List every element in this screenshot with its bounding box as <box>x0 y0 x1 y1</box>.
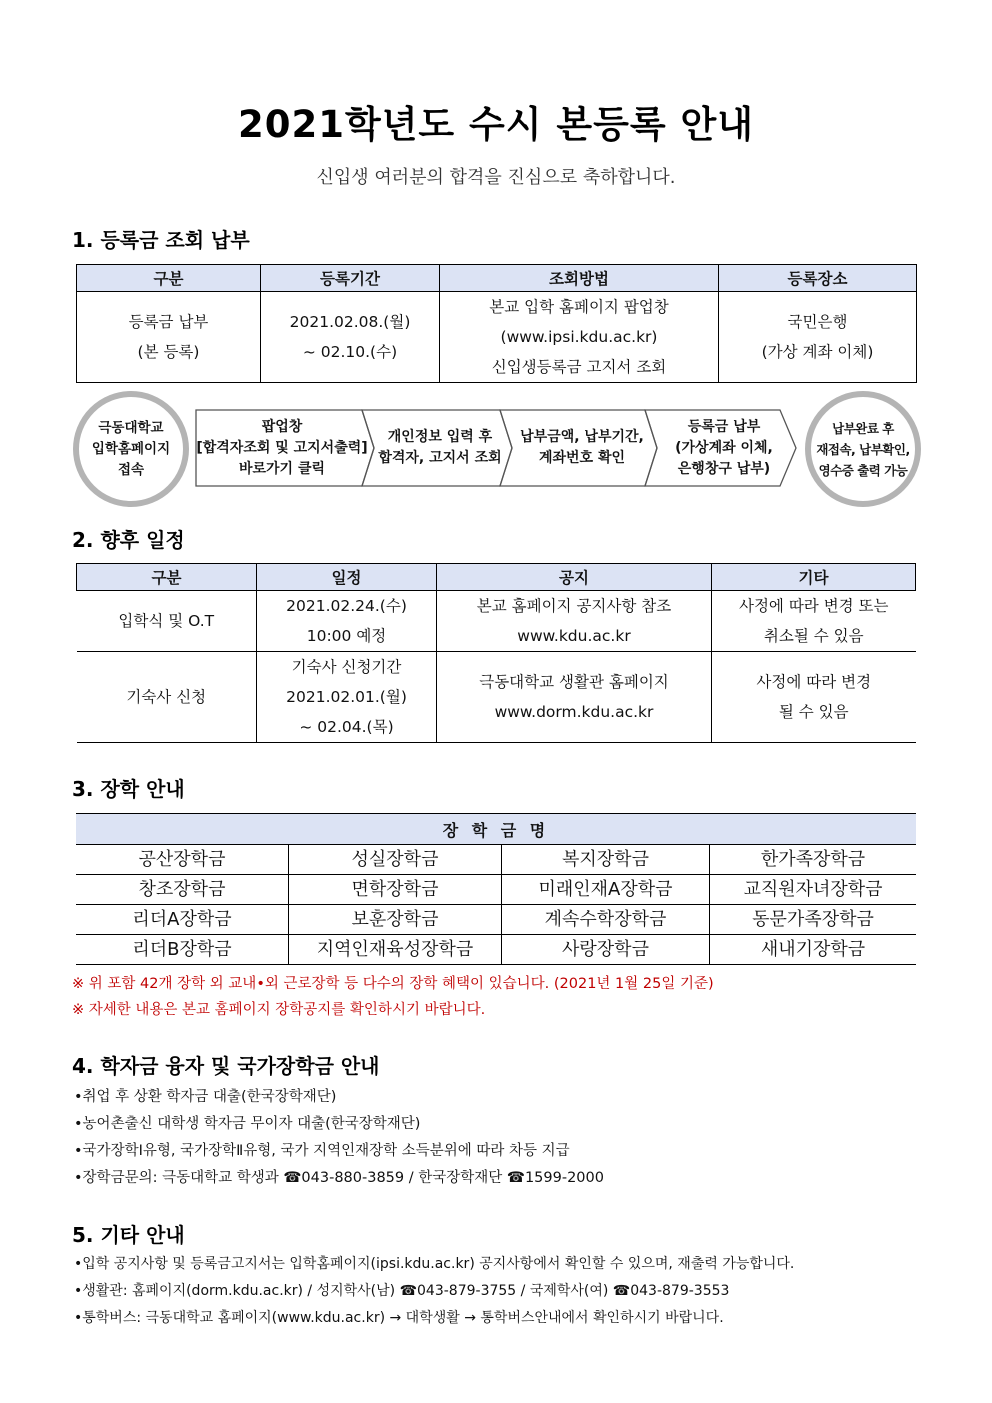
flow-text: 바로가기 클릭 <box>238 460 326 477</box>
flow-text: 납부금액, 납부기간, <box>520 429 644 445</box>
flow-step-1 <box>196 410 368 486</box>
cell-line: 될 수 있음 <box>778 703 849 721</box>
table-cell: 보훈장학금 <box>289 905 502 935</box>
table-row <box>76 875 916 905</box>
scholarship-table <box>76 813 916 965</box>
table-cell <box>257 652 437 743</box>
scholarship-note: ※ 위 포함 42개 장학 외 교내•외 근로장학 등 다수의 장학 혜택이 있습니다. (2021년 1월 25일 기준) <box>72 976 714 992</box>
table-cell: 한가족장학금 <box>710 845 917 875</box>
cell-line: 신입생등록금 고지서 조회 <box>491 358 667 376</box>
flow-text: 합격자, 고지서 조회 <box>378 450 502 466</box>
flow-end-circle <box>805 391 921 507</box>
cell-line: 사정에 따라 변경 또는 <box>738 597 889 615</box>
table-cell: 지역인재육성장학금 <box>289 935 502 965</box>
list-item: •생활관: 홈페이지(dorm.kdu.ac.kr) / 성지학사(남) ☎043-879-3755 / 국제학사(여) ☎043-879-3553 <box>74 1283 730 1299</box>
table-cell <box>719 292 917 383</box>
cell-line: 취소될 수 있음 <box>763 627 864 645</box>
list-item: •농어촌출신 대학생 학자금 무이자 대출(한국장학재단) <box>74 1116 421 1132</box>
flow-text: 극동대학교 <box>98 419 164 436</box>
table-cell <box>712 652 916 743</box>
table-cell <box>77 652 257 743</box>
flow-text: 영수증 출력 가능 <box>818 462 908 478</box>
flow-text: 접속 <box>117 461 145 478</box>
table-cell: 리더A장학금 <box>76 905 289 935</box>
section4-heading: 4. 학자금 융자 및 국가장학금 안내 <box>72 1054 380 1078</box>
table-cell <box>437 591 712 652</box>
cell-line: (가상 계좌 이체) <box>761 343 874 361</box>
table-header: 등록기간 <box>261 265 440 292</box>
table-row <box>76 845 916 875</box>
schedule-table <box>76 563 916 743</box>
cell-line: 입학식 및 O.T <box>118 612 215 630</box>
section1-heading: 1. 등록금 조회 납부 <box>72 228 250 252</box>
cell-line: 사정에 따라 변경 <box>756 673 872 691</box>
table-cell <box>440 292 719 383</box>
list-item: •통학버스: 극동대학교 홈페이지(www.kdu.ac.kr) → 대학생활 → 통학버스안내에서 확인하시기 바랍니다. <box>74 1310 724 1326</box>
cell-line: www.kdu.ac.kr <box>517 627 631 645</box>
table-cell <box>437 652 712 743</box>
table-row <box>76 935 916 965</box>
table-row <box>77 292 917 383</box>
flow-text: 은행창구 납부) <box>677 460 771 477</box>
table-row <box>77 591 916 652</box>
flow-text: 등록금 납부 <box>687 418 761 435</box>
cell-line: 극동대학교 생활관 홈페이지 <box>479 673 669 691</box>
flow-text: 계좌번호 확인 <box>538 450 625 466</box>
section5-heading: 5. 기타 안내 <box>72 1223 185 1247</box>
flow-text: 납부완료 후 <box>832 420 894 436</box>
registration-table <box>76 264 917 383</box>
cell-line: 기숙사 신청기간 <box>291 658 402 676</box>
cell-line: ~ 02.10.(수) <box>302 343 398 361</box>
table-cell: 계속수학장학금 <box>502 905 710 935</box>
flow-text: [합격자조회 및 고지서출력] <box>196 439 368 456</box>
table-cell <box>712 591 916 652</box>
table-cell <box>77 591 257 652</box>
section3-heading: 3. 장학 안내 <box>72 777 185 801</box>
table-cell: 사랑장학금 <box>502 935 710 965</box>
list-item: •취업 후 상환 학자금 대출(한국장학재단) <box>74 1089 337 1105</box>
table-cell: 리더B장학금 <box>76 935 289 965</box>
flow-step-3 <box>512 410 652 486</box>
table-cell: 창조장학금 <box>76 875 289 905</box>
cell-line: ~ 02.04.(목) <box>299 718 394 736</box>
cell-line: 본교 입학 홈페이지 팝업창 <box>489 298 669 316</box>
page-title: 2021학년도 수시 본등록 안내 <box>237 103 755 146</box>
table-header: 장 학 금 명 <box>76 814 916 845</box>
list-item: •국가장학Ⅰ유형, 국가장학Ⅱ유형, 국가 지역인재장학 소득분위에 따라 차등 지급 <box>74 1143 570 1159</box>
table-header: 등록장소 <box>719 265 917 292</box>
cell-line: 기숙사 신청 <box>126 688 207 706</box>
page-subtitle: 신입생 여러분의 합격을 진심으로 축하합니다. <box>316 167 676 188</box>
table-cell: 면학장학금 <box>289 875 502 905</box>
scholarship-note: ※ 자세한 내용은 본교 홈페이지 장학공지를 확인하시기 바랍니다. <box>72 1002 486 1018</box>
flow-text: 입학홈페이지 <box>91 440 171 457</box>
cell-line: 국민은행 <box>787 313 848 331</box>
table-cell: 교직원자녀장학금 <box>710 875 917 905</box>
table-cell: 공산장학금 <box>76 845 289 875</box>
cell-line: 등록금 납부 <box>128 313 209 331</box>
table-row <box>77 652 916 743</box>
cell-line: 2021.02.24.(수) <box>286 597 407 615</box>
cell-line: 2021.02.08.(월) <box>289 313 411 331</box>
flow-text: 팝업창 <box>261 418 303 435</box>
table-cell: 미래인재A장학금 <box>502 875 710 905</box>
table-cell: 새내기장학금 <box>710 935 917 965</box>
cell-line: 10:00 예정 <box>306 627 387 645</box>
list-item: •장학금문의: 극동대학교 학생과 ☎043-880-3859 / 한국장학재단 ☎1599-2000 <box>74 1170 604 1186</box>
table-cell <box>77 292 261 383</box>
table-header: 구분 <box>77 265 261 292</box>
table-header: 기타 <box>712 564 916 591</box>
table-cell <box>257 591 437 652</box>
section2-heading: 2. 향후 일정 <box>72 528 185 552</box>
list-item: •입학 공지사항 및 등록금고지서는 입학홈페이지(ipsi.kdu.ac.kr) 공지사항에서 확인할 수 있으며, 재출력 가능합니다. <box>74 1256 795 1272</box>
table-cell <box>261 292 440 383</box>
flow-step-2 <box>372 410 508 486</box>
table-header: 구분 <box>77 564 257 591</box>
table-row <box>76 905 916 935</box>
table-cell: 복지장학금 <box>502 845 710 875</box>
cell-line: www.dorm.kdu.ac.kr <box>494 703 654 721</box>
table-header: 공지 <box>437 564 712 591</box>
table-header: 조회방법 <box>440 265 719 292</box>
table-cell: 동문가족장학금 <box>710 905 917 935</box>
cell-line: (www.ipsi.kdu.ac.kr) <box>500 328 658 346</box>
table-cell: 성실장학금 <box>289 845 502 875</box>
flow-start-circle <box>73 391 189 507</box>
cell-line: 2021.02.01.(월) <box>286 688 407 706</box>
cell-line: (본 등록) <box>137 343 200 361</box>
flow-text: (가상계좌 이체, <box>675 439 773 456</box>
flow-text: 개인정보 입력 후 <box>387 429 493 445</box>
flow-text: 재접속, 납부확인, <box>816 441 910 457</box>
table-header: 일정 <box>257 564 437 591</box>
cell-line: 본교 홈페이지 공지사항 참조 <box>476 597 672 615</box>
flow-step-4 <box>657 410 791 486</box>
